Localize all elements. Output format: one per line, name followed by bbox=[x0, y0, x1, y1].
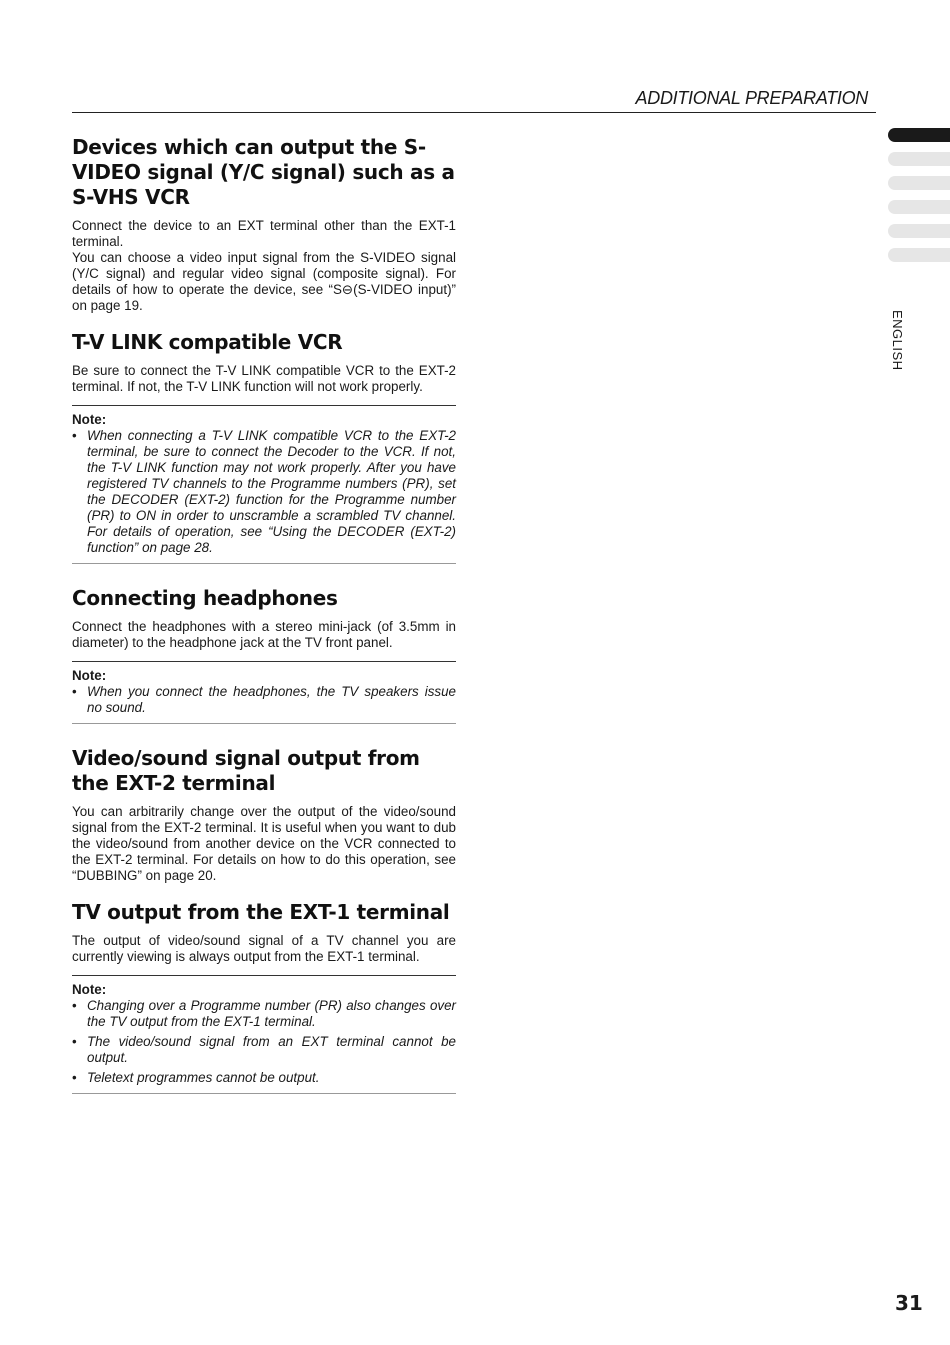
page-number: 31 bbox=[895, 1291, 923, 1315]
section-ext1-output bbox=[72, 900, 456, 1094]
note-title: Note: bbox=[72, 982, 107, 997]
body-paragraph: You can choose a video input signal from the S-VIDEO signal (Y/C signal) and regular video signal (composite signal). For details of how to operate the device, see “S⊖(S-VIDEO input)” on page 19. bbox=[72, 250, 456, 313]
chapter-tab bbox=[888, 176, 950, 190]
note-title: Note: bbox=[72, 412, 107, 427]
note-box bbox=[72, 975, 456, 1094]
section-heading: Video/sound signal output from the EXT-2 terminal bbox=[72, 746, 420, 795]
content-column bbox=[72, 135, 456, 1116]
note-item: • Changing over a Programme number (PR) also changes over the TV output from the EXT-1 terminal. bbox=[72, 998, 456, 1030]
section-heading: TV output from the EXT-1 terminal bbox=[72, 900, 450, 924]
section-headphones bbox=[72, 586, 456, 724]
section-tv-link-vcr bbox=[72, 330, 456, 564]
section-svideo-devices bbox=[72, 135, 456, 314]
note-list bbox=[72, 998, 456, 1086]
chapter-tab bbox=[888, 224, 950, 238]
chapter-tabs bbox=[888, 128, 950, 272]
language-label: ENGLISH bbox=[890, 310, 905, 371]
note-item: • Teletext programmes cannot be output. bbox=[72, 1070, 456, 1086]
note-list bbox=[72, 684, 456, 716]
section-ext2-output bbox=[72, 746, 456, 884]
body-paragraph: The output of video/sound signal of a TV channel you are currently viewing is always output from the EXT-1 terminal. bbox=[72, 933, 456, 964]
body-paragraph: You can arbitrarily change over the output of the video/sound signal from the EXT-2 terminal. It is useful when you want to dub the video/sound from another device on the VCR connected to the EXT-2 terminal. For details on how to do this operation, see “DUBBING” on page 20. bbox=[72, 804, 456, 883]
section-heading: Devices which can output the S-VIDEO signal (Y/C signal) such as a S-VHS VCR bbox=[72, 135, 455, 209]
note-box bbox=[72, 405, 456, 564]
note-item: • The video/sound signal from an EXT terminal cannot be output. bbox=[72, 1034, 456, 1066]
chapter-tab bbox=[888, 152, 950, 166]
chapter-tab-active bbox=[888, 128, 950, 142]
body-paragraph: Connect the device to an EXT terminal other than the EXT-1 terminal. bbox=[72, 218, 456, 249]
page-header-title: ADDITIONAL PREPARATION bbox=[635, 88, 868, 108]
note-box bbox=[72, 661, 456, 724]
chapter-tab bbox=[888, 200, 950, 214]
note-list bbox=[72, 428, 456, 556]
header-divider bbox=[72, 112, 876, 113]
chapter-tab bbox=[888, 248, 950, 262]
note-title: Note: bbox=[72, 668, 107, 683]
body-paragraph: Be sure to connect the T-V LINK compatible VCR to the EXT-2 terminal. If not, the T-V LINK function will not work properly. bbox=[72, 363, 456, 394]
note-item: • When connecting a T-V LINK compatible VCR to the EXT-2 terminal, be sure to connect the Decoder to the VCR. If not, the T-V LINK function may not work properly. After you have registered TV channels to the Programme numbers (PR), set the DECODER (EXT-2) function for the Programme number (PR) to ON in order to unscramble a scrambled TV channel. For details of operation, see “Using the DECODER (EXT-2) function” on page 28. bbox=[72, 428, 456, 556]
note-item: • When you connect the headphones, the TV speakers issue no sound. bbox=[72, 684, 456, 716]
body-paragraph: Connect the headphones with a stereo mini-jack (of 3.5mm in diameter) to the headphone jack at the TV front panel. bbox=[72, 619, 456, 650]
section-heading: Connecting headphones bbox=[72, 586, 338, 610]
section-heading: T-V LINK compatible VCR bbox=[72, 330, 343, 354]
